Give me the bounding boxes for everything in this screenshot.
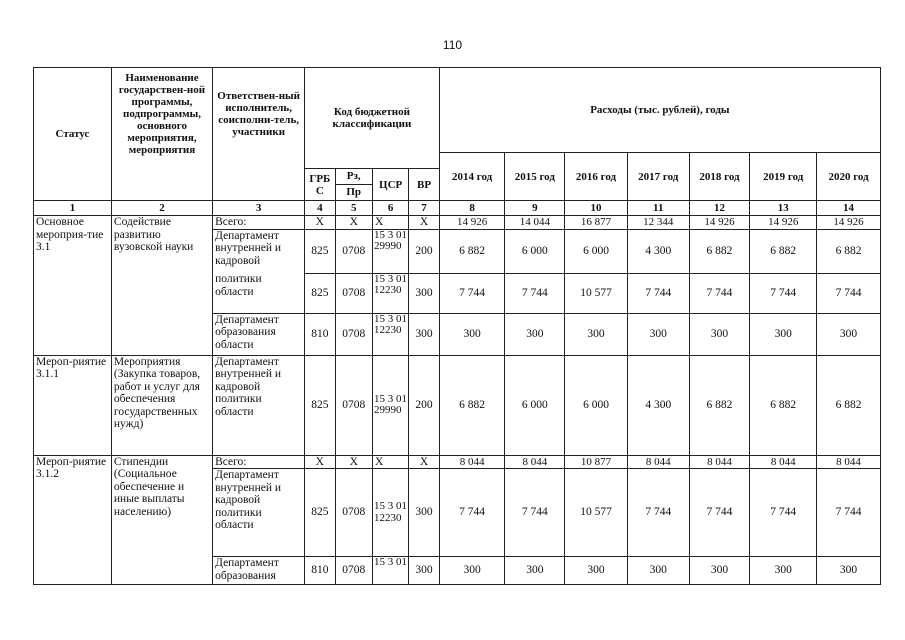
rz-cell: 0708 [335,313,372,355]
header-year-2019: 2019 год [750,153,817,201]
value-cell: 6 882 [439,229,505,273]
value-cell: 14 926 [689,216,750,230]
value-cell: 12 344 [627,216,689,230]
value-cell: 7 744 [505,469,565,557]
budget-table [33,67,881,585]
value-cell: 300 [439,313,505,355]
value-cell: 300 [505,313,565,355]
table-row [34,455,881,469]
header-grbs: ГРБС [305,169,335,201]
table-row [34,216,881,230]
executor-cell: Департамент внутренней и кадровой политики области [213,469,305,557]
header-budget-code: Код бюджетной классификации [305,68,440,169]
name-cell: Мероприятия (Закупка товаров, работ и услуг для обеспечения государственных нужд) [111,355,212,455]
column-number: 12 [689,201,750,216]
name-cell: Содействие развитию вузовской науки [111,216,212,356]
executor-cell: Всего: [213,455,305,469]
header-csr: ЦСР [372,169,408,201]
vr-cell: 200 [409,355,439,455]
vr-cell: 300 [409,469,439,557]
value-cell: 6 000 [505,229,565,273]
column-number: 14 [817,201,881,216]
column-number: 11 [627,201,689,216]
value-cell: 6 882 [689,355,750,455]
vr-cell: 200 [409,229,439,273]
value-cell: 7 744 [817,469,881,557]
header-year-2018: 2018 год [689,153,750,201]
value-cell: 6 882 [817,355,881,455]
header-expenses: Расходы (тыс. рублей), годы [439,68,880,153]
value-cell: 6 882 [689,229,750,273]
executor-cell: Департамент внутренней и кадровой политики области [213,355,305,455]
column-number: 9 [505,201,565,216]
rz-cell: 0708 [335,273,372,313]
value-cell: 7 744 [439,273,505,313]
rz-cell: 0708 [335,557,372,585]
column-number: 6 [372,201,408,216]
status-cell: Мероп-риятие 3.1.2 [34,455,112,585]
value-cell: 6 000 [505,355,565,455]
header-vr: ВР [409,169,439,201]
column-number: 2 [111,201,212,216]
value-cell: 4 300 [627,355,689,455]
grbs-cell: Х [305,216,335,230]
vr-cell: Х [409,216,439,230]
header-year-2020: 2020 год [817,153,881,201]
grbs-cell: 825 [305,273,335,313]
header-rz: Рз, [336,169,372,185]
value-cell: 10 577 [565,469,628,557]
header-rz-pr [335,169,372,201]
rz-cell: 0708 [335,355,372,455]
value-cell: 8 044 [817,455,881,469]
vr-cell: 300 [409,313,439,355]
value-cell: 300 [627,557,689,585]
executor-cell: Департамент внутренней и кадровой [213,229,305,273]
value-cell: 7 744 [627,469,689,557]
header-executor: Ответствен-ный исполнитель, соисполни-тель, участники [213,68,305,201]
vr-cell: Х [409,455,439,469]
rz-cell: 0708 [335,469,372,557]
header-pr: Пр [346,186,362,198]
header-year-2015: 2015 год [505,153,565,201]
value-cell: 7 744 [817,273,881,313]
value-cell: 14 044 [505,216,565,230]
csr-cell: 15 3 01 12230 [372,469,408,557]
value-cell: 300 [565,557,628,585]
value-cell: 14 926 [817,216,881,230]
csr-cell: 15 3 01 12230 [372,273,408,313]
executor-cell: Департамент образования [213,557,305,585]
column-number-row [34,201,881,216]
value-cell: 300 [750,313,817,355]
value-cell: 6 882 [439,355,505,455]
header-status: Статус [34,68,112,201]
value-cell: 6 882 [750,229,817,273]
value-cell: 8 044 [750,455,817,469]
value-cell: 6 882 [750,355,817,455]
executor-cell: Всего: [213,216,305,230]
value-cell: 6 000 [565,355,628,455]
column-number: 13 [750,201,817,216]
header-year-2017: 2017 год [627,153,689,201]
value-cell: 14 926 [439,216,505,230]
value-cell: 8 044 [439,455,505,469]
page-number: 110 [442,38,463,52]
column-number: 4 [305,201,335,216]
value-cell: 300 [565,313,628,355]
value-cell: 14 926 [750,216,817,230]
column-number: 3 [213,201,305,216]
header-name: Наименование государствен-ной программы, подпрограммы, основного мероприятия, мероприятия [111,68,212,201]
header-year-2016: 2016 год [565,153,628,201]
value-cell: 4 300 [627,229,689,273]
value-cell: 6 000 [565,229,628,273]
csr-cell: Х [372,455,408,469]
value-cell: 300 [689,313,750,355]
rz-cell: Х [335,455,372,469]
value-cell: 7 744 [750,273,817,313]
value-cell: 8 044 [505,455,565,469]
status-cell: Основное мероприя-тие 3.1 [34,216,112,356]
value-cell: 300 [505,557,565,585]
vr-cell: 300 [409,557,439,585]
value-cell: 7 744 [750,469,817,557]
value-cell: 300 [817,313,881,355]
status-cell: Мероп-риятие 3.1.1 [34,355,112,455]
grbs-cell: 825 [305,229,335,273]
column-number: 1 [34,201,112,216]
value-cell: 10 577 [565,273,628,313]
value-cell: 300 [439,557,505,585]
value-cell: 300 [750,557,817,585]
header-year-2014: 2014 год [439,153,505,201]
column-number: 10 [565,201,628,216]
rz-cell: Х [335,216,372,230]
grbs-cell: 810 [305,557,335,585]
value-cell: 7 744 [689,469,750,557]
value-cell: 7 744 [627,273,689,313]
grbs-cell: Х [305,455,335,469]
value-cell: 6 882 [817,229,881,273]
executor-cell: политики области [213,273,305,313]
column-number: 8 [439,201,505,216]
csr-cell: 15 3 01 29990 [372,355,408,455]
rz-cell: 0708 [335,229,372,273]
value-cell: 300 [627,313,689,355]
grbs-cell: 825 [305,355,335,455]
csr-cell: Х [372,216,408,230]
executor-cell: Департамент образования области [213,313,305,355]
value-cell: 8 044 [689,455,750,469]
csr-cell: 15 3 01 [372,557,408,585]
csr-cell: 15 3 01 12230 [372,313,408,355]
table-row [34,355,881,455]
column-number: 7 [409,201,439,216]
vr-cell: 300 [409,273,439,313]
value-cell: 300 [689,557,750,585]
value-cell: 7 744 [689,273,750,313]
value-cell: 300 [817,557,881,585]
column-number: 5 [335,201,372,216]
csr-cell: 15 3 01 29990 [372,229,408,273]
value-cell: 8 044 [627,455,689,469]
value-cell: 10 877 [565,455,628,469]
grbs-cell: 825 [305,469,335,557]
name-cell: Стипендии (Социальное обеспечение и иные выплаты населению) [111,455,212,585]
value-cell: 7 744 [439,469,505,557]
value-cell: 16 877 [565,216,628,230]
grbs-cell: 810 [305,313,335,355]
value-cell: 7 744 [505,273,565,313]
